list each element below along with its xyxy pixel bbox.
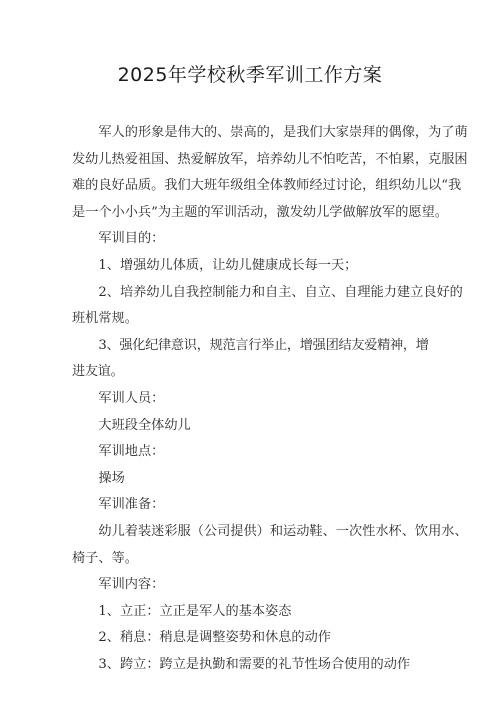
document-title: 2025年学校秋季军训工作方案 xyxy=(117,64,383,86)
intro-line: 难的良好品质。我们大班年级组全体教师经过讨论，组织幼儿以“我 xyxy=(72,178,462,194)
document-body xyxy=(72,120,468,678)
content-item: 2、稍息：稍息是调整姿势和休息的动作 xyxy=(98,630,331,646)
personnel-heading: 军训人员： xyxy=(98,390,165,406)
intro-paragraph xyxy=(72,120,468,226)
intro-line: 发幼儿热爱祖国、热爱解放军，培养幼儿不怕吃苦，不怕累，克服困 xyxy=(72,151,468,167)
prep-heading: 军训准备： xyxy=(98,497,165,513)
prep-line: 幼儿着装迷彩服（公司提供）和运动鞋、一次性水杯、饮用水、 xyxy=(98,523,468,539)
goals-heading: 军训目的： xyxy=(98,231,165,247)
content-item: 1、立正：立正是军人的基本姿态 xyxy=(98,603,292,619)
personnel-value: 大班段全体幼儿 xyxy=(98,417,191,433)
prep-line: 椅子、等。 xyxy=(72,550,138,566)
goal-line: 3、强化纪律意识，规范言行举止，增强团结友爱精神，增进友谊。 xyxy=(72,337,429,380)
intro-line: 是一个小小兵”为主题的军训活动，激发幼儿学做解放军的愿望。 xyxy=(72,204,448,220)
goal-line: 2、培养幼儿自我控制能力和自主、自立、自理能力建立良好的 xyxy=(98,284,463,300)
content-heading: 军训内容： xyxy=(98,577,165,593)
prep-paragraph xyxy=(72,519,468,572)
location-heading: 军训地点： xyxy=(98,444,165,460)
goal-item xyxy=(72,280,463,333)
content-item: 3、跨立：跨立是执勤和需要的礼节性场合使用的动作 xyxy=(98,656,411,672)
location-value: 操场 xyxy=(98,470,125,486)
goal-item: 1、增强幼儿体质，让幼儿健康成长每一天； xyxy=(98,257,358,273)
intro-line: 军人的形象是伟大的、崇高的，是我们大家崇拜的偶像，为了萌 xyxy=(98,125,468,140)
goal-item xyxy=(72,333,432,386)
goal-line: 班机常规。 xyxy=(72,311,138,327)
